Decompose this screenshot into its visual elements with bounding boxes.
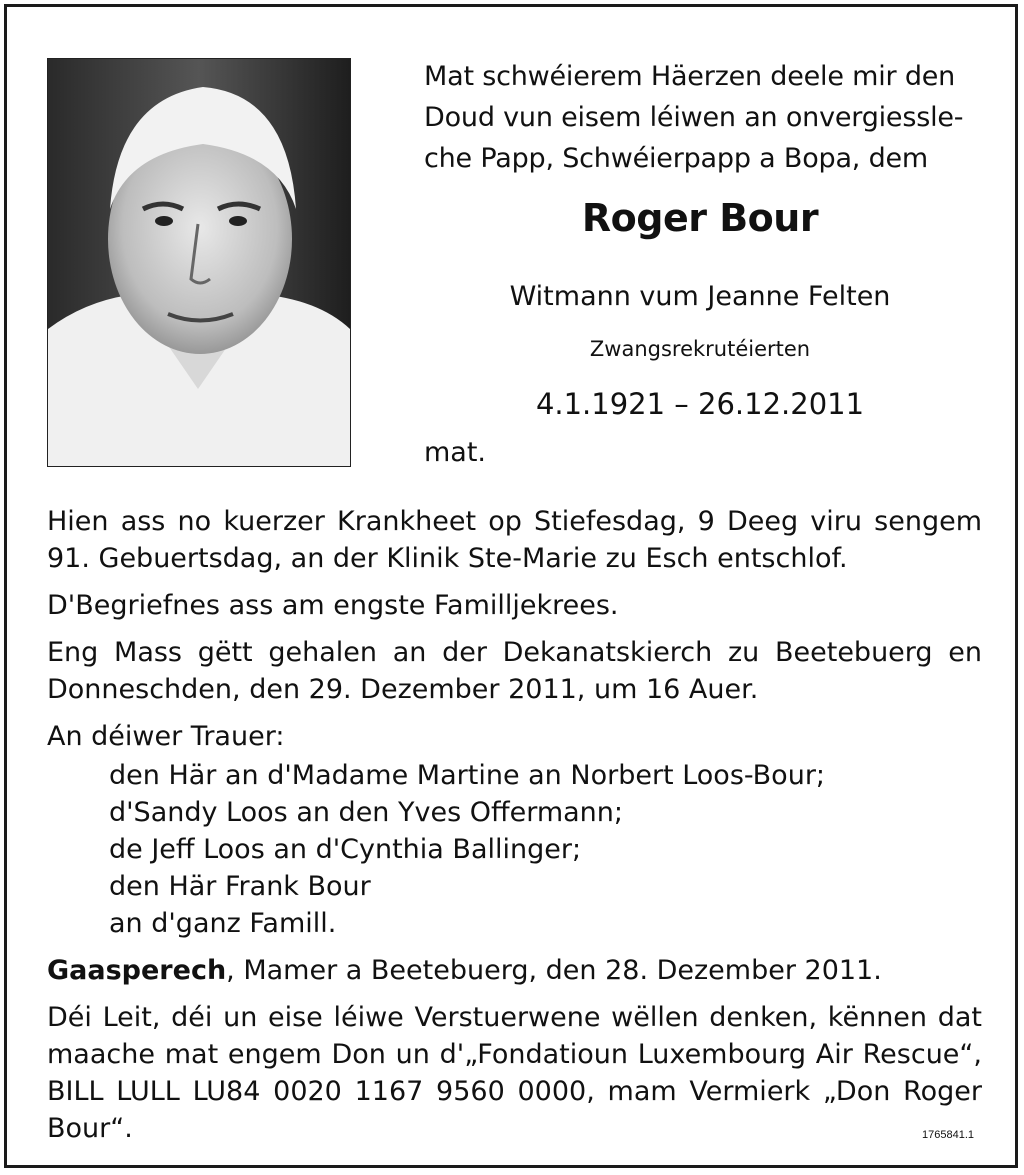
- mourning-heading: An déiwer Trauer:: [47, 721, 285, 752]
- mourner-line: d'Sandy Loos an den Yves Offermann;: [109, 797, 623, 828]
- intro-line: che Papp, Schwéierpapp a Bopa, dem: [424, 143, 929, 174]
- intro-text: [424, 56, 984, 179]
- mourner-line: an d'ganz Famill.: [109, 908, 337, 939]
- mass-paragraph: Eng Mass gëtt gehalen an der Dekanatskierch zu Beetebuerg en Donneschden, den 29. Dezember 2011, um 16 Auer.: [47, 637, 982, 705]
- life-dates: 4.1.1921 – 26.12.2011: [535, 387, 865, 421]
- place-date-rest: , Mamer a Beetebuerg, den 28. Dezember 2011.: [226, 955, 882, 986]
- widower-line: Witmann vum Jeanne Felten: [509, 281, 891, 312]
- intro-line: Mat schwéierem Häerzen deele mir den: [424, 61, 956, 92]
- deceased-name: Roger Bour: [581, 196, 819, 240]
- intro-line: Doud vun eisem léiwen an onvergiessle-: [424, 102, 964, 133]
- burial-paragraph: D'Begriefnes ass am engste Familljekrees.: [47, 590, 619, 621]
- mourner-line: de Jeff Loos an d'Cynthia Ballinger;: [109, 834, 582, 865]
- place-date-line: [47, 952, 982, 989]
- status-line: Zwangsrekrutéierten: [589, 337, 811, 361]
- mourner-line: den Här Frank Bour: [109, 871, 371, 902]
- place-name: Gaasperech: [47, 955, 227, 986]
- death-paragraph: Hien ass no kuerzer Krankheet op Stiefesdag, 9 Deeg viru sengem 91. Gebuertsdag, an der Klinik Ste-Marie zu Esch entschlof.: [47, 506, 982, 574]
- notice-body: [47, 503, 982, 1157]
- mourners-list: [47, 757, 982, 942]
- portrait-photo: [47, 58, 351, 467]
- reference-number: 1765841.1: [922, 1129, 974, 1141]
- donation-paragraph: Déi Leit, déi un eise léiwe Verstuerwene wëllen denken, kënnen dat maache mat engem Don un d'„Fondatioun Luxembourg Air Rescue“, BILL LULL LU84 0020 1167 9560 0000, mam Vermierk „Don Roger Bour“.: [47, 1002, 982, 1144]
- mourner-line: den Här an d'Madame Martine an Norbert Loos-Bour;: [109, 760, 826, 791]
- mat-word: mat.: [424, 437, 487, 468]
